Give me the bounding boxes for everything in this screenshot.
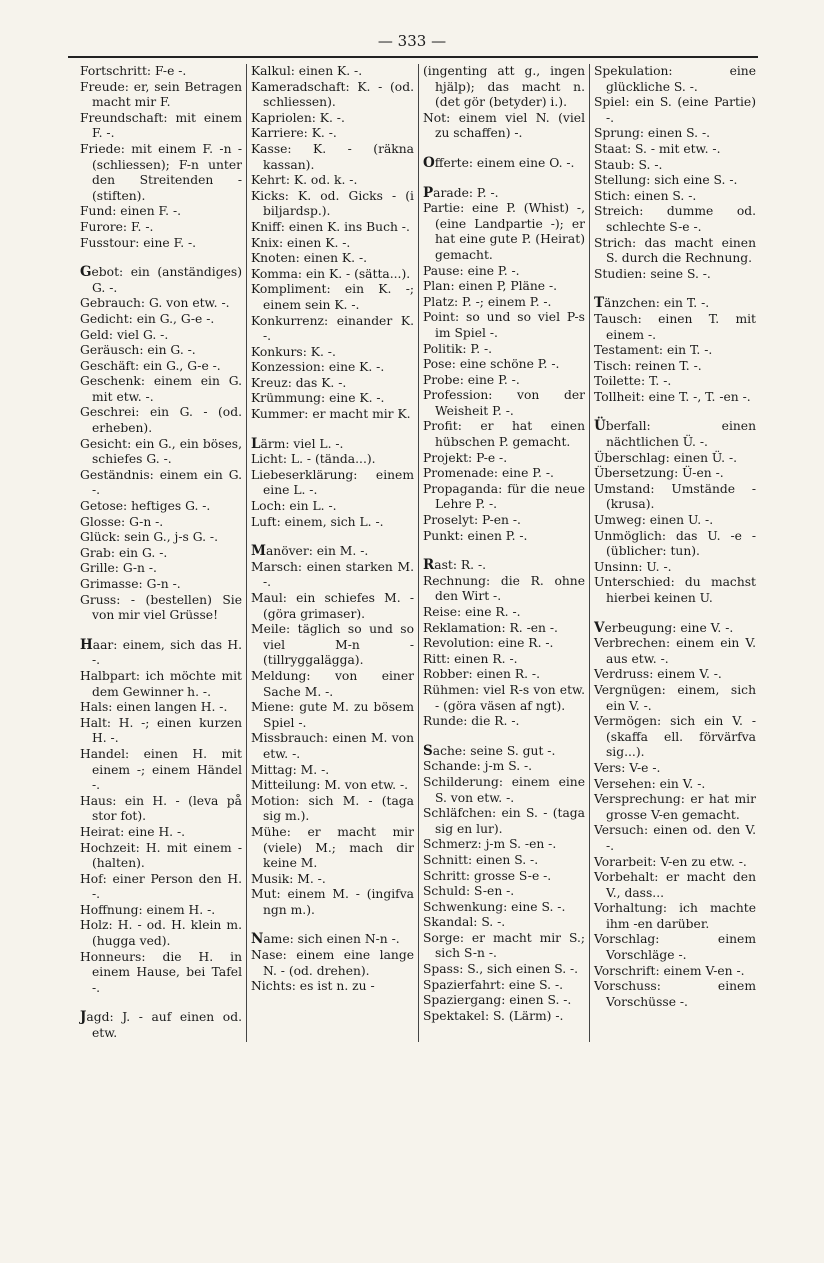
dictionary-entry: Missbrauch: einen M. von etw. -.	[251, 731, 414, 761]
dictionary-entry: Streich: dumme od. schlechte S-e -.	[594, 204, 756, 234]
dictionary-entry: Hof: einer Person den H. -.	[80, 871, 242, 902]
dictionary-entry: Runde: die R. -.	[423, 714, 520, 729]
dictionary-entry: Haar: einem, sich das H. -.	[80, 636, 242, 668]
dictionary-entry: Kameradschaft: K. - (od. schliessen).	[251, 79, 414, 110]
dictionary-entry: Geschenk: einem ein G. mit etw. -.	[80, 374, 242, 404]
dictionary-entry: Kalkul: einen K. -.	[251, 64, 363, 78]
dictionary-entry: Haus: ein H. - (leva på stor fot).	[80, 793, 242, 824]
dictionary-entry: Nichts: es ist n. zu -	[251, 979, 375, 994]
dictionary-entry: Gebot: ein (anständiges) G. -.	[80, 264, 242, 295]
dictionary-entry: Unmöglich: das U. -e - (üblicher: tun).	[594, 528, 756, 559]
dictionary-entry: Karriere: K. -.	[251, 126, 337, 141]
dictionary-entry: Konzession: eine K. -.	[251, 360, 385, 375]
dictionary-entry: Glosse: G-n -.	[80, 514, 164, 529]
dictionary-entry: Schnitt: einen S. -.	[423, 852, 539, 867]
dictionary-entry: Getose: heftiges G. -.	[80, 499, 211, 514]
dictionary-entry: Profit: er hat einen hübschen P. gemacht.	[423, 419, 585, 450]
dictionary-entry: Kicks: K. od. Gicks - (i biljardsp.).	[251, 188, 414, 219]
dictionary-entry: Handel: einen H. mit einem -; einem Händel -.	[80, 746, 242, 793]
dictionary-entry: Strich: das macht einen S. durch die Rechnung.	[594, 235, 756, 266]
dictionary-entry: Spazierfahrt: eine S. -.	[423, 977, 564, 992]
dictionary-entry: Partie: eine P. (Whist) -, (eine Landpartie -); er hat eine gute P. (Heirat) gemacht.	[423, 201, 585, 262]
dictionary-entry: Halbpart: ich möchte mit dem Gewinner h. -.	[80, 668, 242, 699]
column-4	[589, 64, 760, 1042]
dictionary-entry: Knoten: einen K. -.	[251, 251, 368, 266]
dictionary-entry: Motion: sich M. - (taga sig m.).	[251, 793, 414, 824]
dictionary-entry: Unsinn: U. -.	[594, 559, 672, 574]
letter-gap	[251, 423, 414, 437]
dictionary-entry: Liebeserklärung: einem eine L. -.	[251, 467, 414, 498]
header-rule	[68, 56, 758, 58]
dictionary-entry: Honneurs: die H. in einem Hause, bei Tafel -.	[80, 949, 242, 995]
dictionary-entry: Meldung: von einer Sache M. -.	[251, 668, 414, 699]
dictionary-entry: Spektakel: S. (Lärm) -.	[423, 1008, 564, 1023]
letter-gap	[251, 918, 414, 932]
dictionary-entry: Vers: V-e -.	[594, 760, 661, 775]
dictionary-entry: Vorschlag: einem Vorschläge -.	[594, 932, 756, 963]
dictionary-entry: Verbrechen: einem ein V. aus etw. -.	[594, 636, 756, 666]
dictionary-entry: Pose: eine schöne P. -.	[423, 357, 560, 372]
dictionary-entry: Miene: gute M. zu bösem Spiel -.	[251, 700, 414, 730]
dictionary-entry: Promenade: eine P. -.	[423, 466, 554, 481]
dictionary-entry: Glück: sein G., j-s G. -.	[80, 530, 218, 545]
dictionary-entry: Pause: eine P. -.	[423, 263, 520, 278]
column-1	[76, 64, 246, 1042]
dictionary-entry: Toilette: T. -.	[594, 374, 672, 389]
dictionary-entry: Heirat: eine H. -.	[80, 824, 186, 839]
dictionary-entry: Schritt: grosse S-e -.	[423, 868, 552, 883]
dictionary-entry: Kapriolen: K. -.	[251, 110, 345, 125]
dictionary-columns	[76, 64, 760, 1042]
dictionary-entry: Tisch: reinen T. -.	[594, 358, 702, 373]
letter-gap	[594, 282, 756, 296]
dictionary-entry: Vergnügen: einem, sich ein V. -.	[594, 682, 756, 713]
letter-gap	[80, 996, 242, 1010]
dictionary-entry: Spaziergang: einen S. -.	[423, 993, 572, 1008]
dictionary-entry: Friede: mit einem F. -n - (schliessen); F-n unter den Streitenden - (stiften).	[80, 141, 242, 203]
dictionary-entry: Staub: S. -.	[594, 157, 663, 172]
dictionary-entry: Schmerz: j-m S. -en -.	[423, 837, 557, 852]
dictionary-entry: Kehrt: K. od. k. -.	[251, 173, 358, 188]
letter-gap	[423, 142, 585, 156]
dictionary-entry: Fusstour: eine F. -.	[80, 235, 197, 250]
dictionary-entry: Projekt: P-e -.	[423, 450, 508, 465]
dictionary-entry: Tausch: einen T. mit einem -.	[594, 311, 756, 342]
dictionary-entry: Probe: eine P. -.	[423, 372, 520, 387]
dictionary-entry: Gruss: - (bestellen) Sie von mir viel Grüsse!	[80, 592, 242, 623]
dictionary-entry: Verbeugung: eine V. -.	[594, 619, 734, 636]
letter-gap	[594, 405, 756, 419]
dictionary-entry: Mühe: er macht mir (viele) M.; mach dir keine M.	[251, 824, 414, 871]
dictionary-entry: Kummer: er macht mir K.	[251, 407, 411, 422]
dictionary-entry: Kniff: einen K. ins Buch -.	[251, 219, 410, 234]
dictionary-entry: Schande: j-m S. -.	[423, 759, 533, 774]
dictionary-entry: Lärm: viel L. -.	[251, 435, 344, 452]
dictionary-entry: Übersetzung: Ü-en -.	[594, 466, 724, 481]
dictionary-entry: Schuld: S-en -.	[423, 884, 515, 899]
dictionary-entry: Hochzeit: H. mit einem - (halten).	[80, 840, 242, 871]
dictionary-entry: Umstand: Umstände - (krusa).	[594, 481, 756, 512]
dictionary-entry: Stich: einen S. -.	[594, 188, 697, 203]
dictionary-entry: Mittag: M. -.	[251, 762, 330, 777]
dictionary-entry: Geräusch: ein G. -.	[80, 343, 196, 358]
dictionary-entry: (ingenting att g., ingen hjälp); das macht n. (det gör (betyder) i.).	[423, 64, 585, 110]
letter-gap	[423, 172, 585, 186]
dictionary-entry: Maul: ein schiefes M. - (göra grimaser).	[251, 591, 414, 621]
dictionary-entry: Spass: S., sich einen S. -.	[423, 962, 579, 977]
dictionary-entry: Komma: ein K. - (sätta...).	[251, 266, 411, 281]
dictionary-entry: Kasse: K. - (räkna kassan).	[251, 141, 414, 172]
dictionary-entry: Rühmen: viel R-s von etw. - (göra väsen af ngt).	[423, 682, 585, 713]
dictionary-entry: Name: sich einen N-n -.	[251, 931, 400, 948]
dictionary-entry: Überschlag: einen Ü. -.	[594, 450, 738, 465]
dictionary-entry: Offerte: einem eine O. -.	[423, 154, 575, 171]
dictionary-entry: Fortschritt: F-e -.	[80, 64, 187, 78]
page-number: — 333 —	[377, 32, 447, 50]
dictionary-entry: Mitteilung: M. von etw. -.	[251, 778, 409, 793]
dictionary-entry: Umweg: einen U. -.	[594, 513, 714, 528]
dictionary-entry: Staat: S. - mit etw. -.	[594, 141, 721, 156]
dictionary-entry: Überfall: einen nächtlichen Ü. -.	[594, 418, 756, 450]
dictionary-entry: Freundschaft: mit einem F. -.	[80, 110, 242, 141]
letter-gap	[423, 544, 585, 558]
dictionary-entry: Versehen: ein V. -.	[594, 776, 706, 791]
dictionary-entry: Platz: P. -; einem P. -.	[423, 294, 552, 309]
dictionary-entry: Propaganda: für die neue Lehre P. -.	[423, 481, 585, 512]
dictionary-entry: Proselyt: P-en -.	[423, 513, 521, 528]
dictionary-entry: Studien: seine S. -.	[594, 266, 711, 281]
dictionary-entry: Schläfchen: ein S. - (taga sig en lur).	[423, 806, 585, 836]
dictionary-entry: Holz: H. - od. H. klein m. (hugga ved).	[80, 918, 242, 949]
dictionary-entry: Versprechung: er hat mir grosse V-en gemacht.	[594, 792, 756, 822]
dictionary-entry: Verdruss: einem V. -.	[594, 667, 722, 682]
dictionary-entry: Spiel: ein S. (eine Partie) -.	[594, 95, 756, 125]
dictionary-entry: Revolution: eine R. -.	[423, 636, 554, 651]
dictionary-entry: Hals: einen langen H. -.	[80, 700, 228, 715]
dictionary-entry: Sprung: einen S. -.	[594, 126, 711, 141]
dictionary-entry: Halt: H. -; einen kurzen H. -.	[80, 715, 242, 746]
letter-gap	[80, 251, 242, 265]
dictionary-entry: Skandal: S. -.	[423, 915, 506, 930]
dictionary-entry: Rechnung: die R. ohne den Wirt -.	[423, 573, 585, 604]
dictionary-entry: Geständnis: einem ein G. -.	[80, 467, 242, 498]
column-3	[418, 64, 589, 1042]
dictionary-entry: Hoffnung: einem H. -.	[80, 902, 216, 917]
dictionary-entry: Vorschrift: einem V-en -.	[594, 963, 745, 978]
dictionary-entry: Plan: einen P, Pläne -.	[423, 279, 558, 294]
dictionary-entry: Luft: einem, sich L. -.	[251, 514, 384, 529]
letter-gap	[594, 607, 756, 621]
dictionary-entry: Gesicht: ein G., ein böses, schiefes G. -.	[80, 436, 242, 467]
dictionary-entry: Gedicht: ein G., G-e -.	[80, 311, 215, 326]
dictionary-entry: Tollheit: eine T. -, T. -en -.	[594, 389, 751, 404]
dictionary-entry: Ritt: einen R. -.	[423, 651, 518, 666]
dictionary-entry: Furore: F. -.	[80, 219, 154, 234]
letter-gap	[423, 730, 585, 744]
dictionary-entry: Versuch: einen od. den V. -.	[594, 823, 756, 853]
letter-gap	[80, 624, 242, 638]
dictionary-entry: Kreuz: das K. -.	[251, 375, 347, 390]
dictionary-entry: Schwenkung: eine S. -.	[423, 899, 566, 914]
dictionary-entry: Stellung: sich eine S. -.	[594, 173, 738, 188]
dictionary-entry: Vorbehalt: er macht den V., dass...	[594, 870, 756, 900]
dictionary-entry: Meile: täglich so und so viel M-n - (tillryggalägga).	[251, 622, 414, 668]
dictionary-entry: Grab: ein G. -.	[80, 545, 168, 560]
dictionary-entry: Grimasse: G-n -.	[80, 577, 181, 591]
dictionary-entry: Unterschied: du machst hierbei keinen U.	[594, 575, 756, 605]
dictionary-entry: Licht: L. - (tända...).	[251, 452, 376, 467]
dictionary-entry: Spekulation: eine glückliche S. -.	[594, 64, 756, 94]
dictionary-entry: Jagd: J. - auf einen od. etw.	[80, 1009, 242, 1041]
dictionary-entry: Schilderung: einem eine S. von etw. -.	[423, 774, 585, 805]
dictionary-entry: Politik: P. -.	[423, 341, 493, 356]
dictionary-entry: Vorarbeit: V-en zu etw. -.	[594, 854, 747, 869]
dictionary-entry: Point: so und so viel P-s im Spiel -.	[423, 310, 585, 340]
dictionary-entry: Knix: einen K. -.	[251, 235, 351, 250]
dictionary-entry: Robber: einen R. -.	[423, 667, 540, 682]
dictionary-entry: Not: einem viel N. (viel zu schaffen) -.	[423, 110, 585, 141]
dictionary-entry: Reise: eine R. -.	[423, 605, 521, 619]
dictionary-entry: Mut: einem M. - (ingifva ngn m.).	[251, 887, 414, 917]
dictionary-entry: Marsch: einen starken M. -.	[251, 559, 414, 590]
column-2	[246, 64, 418, 1042]
dictionary-entry: Konkurs: K. -.	[251, 344, 336, 359]
dictionary-entry: Nase: einem eine lange N. - (od. drehen).	[251, 948, 414, 978]
dictionary-entry: Gebrauch: G. von etw. -.	[80, 296, 230, 311]
dictionary-entry: Manöver: ein M. -.	[251, 543, 369, 560]
dictionary-entry: Konkurrenz: einander K. -.	[251, 313, 414, 344]
dictionary-entry: Sorge: er macht mir S.; sich S-n -.	[423, 930, 585, 961]
dictionary-entry: Testament: ein T. -.	[594, 343, 713, 358]
dictionary-entry: Grille: G-n -.	[80, 561, 157, 576]
dictionary-entry: Vermögen: sich ein V. - (skaffa ell. förvärfva sig...).	[594, 714, 756, 760]
dictionary-entry: Musik: M. -.	[251, 871, 326, 886]
dictionary-entry: Freude: er, sein Betragen macht mir F.	[80, 79, 242, 110]
dictionary-entry: Fund: einen F. -.	[80, 204, 182, 219]
dictionary-entry: Geschrei: ein G. - (od. erheben).	[80, 405, 242, 436]
dictionary-entry: Geschäft: ein G., G-e -.	[80, 358, 221, 373]
dictionary-entry: Reklamation: R. -en -.	[423, 620, 558, 635]
dictionary-entry: Sache: seine S. gut -.	[423, 742, 556, 759]
dictionary-entry: Loch: ein L. -.	[251, 499, 337, 514]
dictionary-entry: Vorschuss: einem Vorschüsse -.	[594, 979, 756, 1009]
dictionary-entry: Rast: R. -.	[423, 557, 487, 574]
dictionary-entry: Parade: P. -.	[423, 184, 499, 201]
dictionary-entry: Punkt: einen P. -.	[423, 528, 528, 543]
dictionary-entry: Geld: viel G. -.	[80, 327, 169, 342]
dictionary-entry: Profession: von der Weisheit P. -.	[423, 388, 585, 418]
dictionary-entry: Tänzchen: ein T. -.	[594, 295, 710, 312]
dictionary-entry: Krümmung: eine K. -.	[251, 391, 385, 406]
dictionary-entry: Kompliment: ein K. -; einem sein K. -.	[251, 282, 414, 312]
letter-gap	[251, 530, 414, 544]
dictionary-entry: Vorhaltung: ich machte ihm -en darüber.	[594, 901, 756, 931]
